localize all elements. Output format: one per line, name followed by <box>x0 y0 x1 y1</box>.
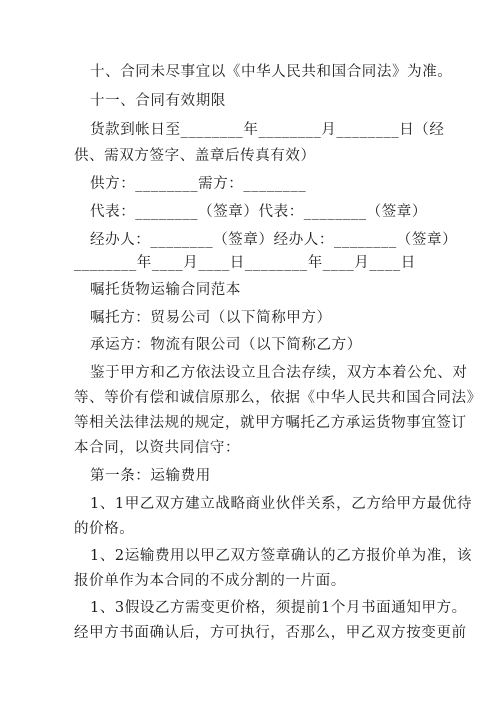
article-1-2-line-2: 报价单作为本合同的不成分割的一片面。 <box>74 573 346 589</box>
handler-line: 经办人：________（签章）经办人：________（签章） <box>90 232 458 248</box>
supplier-buyer-line: 供方：________需方：________ <box>90 176 307 192</box>
article-one-heading: 第一条：运输费用 <box>90 468 211 484</box>
validity-period-line: 货款到帐日至________年________月________日（经 <box>90 122 445 138</box>
article-1-3-line-2: 经甲方书面确认后，方可执行，否那么，甲乙双方按变更前 <box>74 625 467 641</box>
preamble-line-1: 鉴于甲方和乙方依法设立且合法存续，双方本着公允、对 <box>90 365 468 381</box>
article-1-3-line-1: 1、3假设乙方需变更价格，须提前1个月书面通知甲方。 <box>90 600 467 616</box>
article-1-1-line-2: 的价格。 <box>74 521 135 537</box>
preamble-line-2: 等、等价有偿和诚信原那么，依据《中华人民共和国合同法》 <box>74 390 482 406</box>
article-1-1-line-1: 1、1甲乙双方建立战略商业伙伴关系，乙方给甲方最优待 <box>90 496 473 512</box>
client-party-line: 嘱托方：贸易公司（以下简称甲方） <box>90 310 332 326</box>
carrier-party-line: 承运方：物流有限公司（以下简称乙方） <box>90 337 362 353</box>
representative-line: 代表：________（签章）代表：________（签章） <box>90 204 427 220</box>
article-1-2-line-1: 1、2运输费用以甲乙双方签章确认的乙方报价单为准，该 <box>90 548 473 564</box>
validity-period-line-cont: 供、需双方签字、盖章后传真有效） <box>74 148 316 164</box>
preamble-line-4: 本合同，以资共同信守： <box>74 440 241 456</box>
section-title: 嘱托货物运输合同范本 <box>90 282 241 298</box>
clause-eleven-heading: 十一、合同有效期限 <box>90 93 226 109</box>
clause-ten-text: 十、合同未尽事宜以《中华人民共和国合同法》为准。 <box>90 64 453 80</box>
preamble-line-3: 等相关法律法规的规定，就甲方嘱托乙方承运货物事宜签订 <box>74 415 467 431</box>
date-line: ________年____月____日________年____月____日 <box>74 255 416 271</box>
